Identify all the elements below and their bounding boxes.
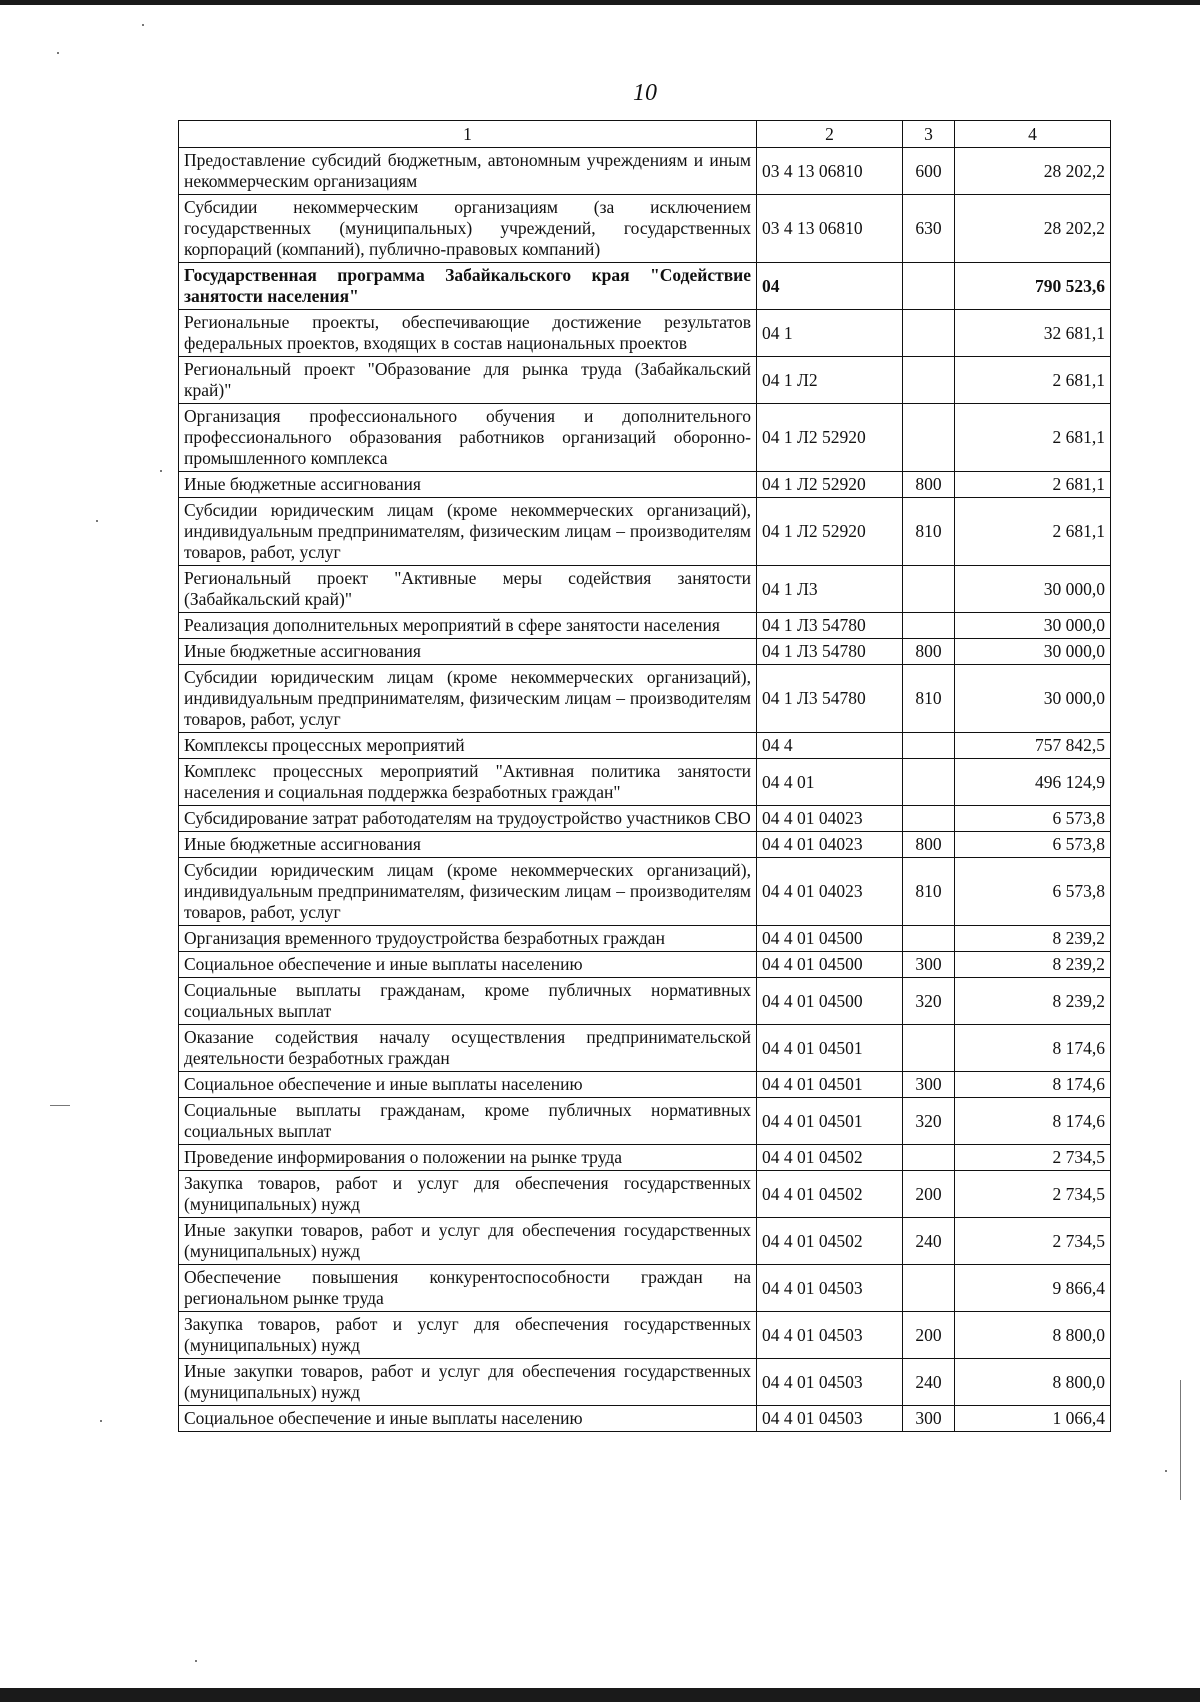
row-name-cell: Региональный проект "Образование для рынка труда (Забайкальский край)" xyxy=(179,357,757,404)
row-type-cell: 810 xyxy=(903,858,955,926)
row-type-cell: 320 xyxy=(903,1098,955,1145)
row-name-cell: Организация профессионального обучения и дополнительного профессионального образования работников организаций оборонно-промышленного комплекса xyxy=(179,404,757,472)
scan-speck xyxy=(1180,1380,1181,1500)
row-name-cell: Закупка товаров, работ и услуг для обеспечения государственных (муниципальных) нужд xyxy=(179,1171,757,1218)
row-code-cell: 04 4 01 04503 xyxy=(757,1359,903,1406)
row-code-cell: 04 1 Л2 52920 xyxy=(757,404,903,472)
table-row xyxy=(179,263,1111,310)
row-amount-cell: 30 000,0 xyxy=(955,665,1111,733)
row-name-cell: Региональный проект "Активные меры содействия занятости (Забайкальский край)" xyxy=(179,566,757,613)
scan-speck xyxy=(100,1420,102,1422)
row-name-cell: Иные бюджетные ассигнования xyxy=(179,639,757,665)
table-row xyxy=(179,1098,1111,1145)
row-code-cell: 04 4 01 04501 xyxy=(757,1098,903,1145)
header-col-2: 2 xyxy=(757,121,903,148)
row-type-cell: 600 xyxy=(903,148,955,195)
row-name-cell: Иные бюджетные ассигнования xyxy=(179,832,757,858)
row-type-cell: 200 xyxy=(903,1312,955,1359)
row-code-cell: 04 1 Л3 54780 xyxy=(757,639,903,665)
table-row xyxy=(179,733,1111,759)
table-row xyxy=(179,1312,1111,1359)
row-type-cell: 810 xyxy=(903,665,955,733)
row-code-cell: 04 1 Л3 54780 xyxy=(757,665,903,733)
table-row xyxy=(179,832,1111,858)
row-amount-cell: 2 681,1 xyxy=(955,357,1111,404)
row-code-cell: 04 4 01 04500 xyxy=(757,952,903,978)
table-row xyxy=(179,404,1111,472)
table-row xyxy=(179,613,1111,639)
row-type-cell: 320 xyxy=(903,978,955,1025)
row-type-cell: 800 xyxy=(903,832,955,858)
row-amount-cell: 8 239,2 xyxy=(955,978,1111,1025)
row-code-cell: 04 1 Л2 52920 xyxy=(757,472,903,498)
table-row xyxy=(179,978,1111,1025)
row-name-cell: Субсидии некоммерческим организациям (за исключением государственных (муниципальных) учреждений, государственных корпораций (компаний), публично-правовых компаний) xyxy=(179,195,757,263)
budget-allocation-table xyxy=(178,120,1111,1432)
row-type-cell: 800 xyxy=(903,639,955,665)
table-row xyxy=(179,566,1111,613)
row-amount-cell: 8 239,2 xyxy=(955,926,1111,952)
row-code-cell: 04 4 01 04503 xyxy=(757,1265,903,1312)
row-type-cell: 300 xyxy=(903,952,955,978)
row-amount-cell: 1 066,4 xyxy=(955,1406,1111,1432)
scan-speck xyxy=(195,1660,197,1662)
row-type-cell xyxy=(903,806,955,832)
table-row xyxy=(179,1218,1111,1265)
row-amount-cell: 2 681,1 xyxy=(955,472,1111,498)
table-body xyxy=(179,148,1111,1432)
row-type-cell: 630 xyxy=(903,195,955,263)
row-type-cell xyxy=(903,759,955,806)
row-code-cell: 04 4 01 04502 xyxy=(757,1145,903,1171)
row-name-cell: Предоставление субсидий бюджетным, автономным учреждениям и иным некоммерческим организациям xyxy=(179,148,757,195)
row-amount-cell: 2 734,5 xyxy=(955,1145,1111,1171)
row-name-cell: Социальные выплаты гражданам, кроме публичных нормативных социальных выплат xyxy=(179,978,757,1025)
row-name-cell: Государственная программа Забайкальского края "Содействие занятости населения" xyxy=(179,263,757,310)
table-row xyxy=(179,639,1111,665)
row-type-cell xyxy=(903,733,955,759)
row-amount-cell: 2 734,5 xyxy=(955,1171,1111,1218)
table-row xyxy=(179,472,1111,498)
table-row xyxy=(179,1359,1111,1406)
row-name-cell: Проведение информирования о положении на рынке труда xyxy=(179,1145,757,1171)
row-name-cell: Закупка товаров, работ и услуг для обеспечения государственных (муниципальных) нужд xyxy=(179,1312,757,1359)
scan-speck xyxy=(96,520,98,522)
row-amount-cell: 790 523,6 xyxy=(955,263,1111,310)
row-name-cell: Социальное обеспечение и иные выплаты населению xyxy=(179,952,757,978)
row-amount-cell: 32 681,1 xyxy=(955,310,1111,357)
row-amount-cell: 8 239,2 xyxy=(955,952,1111,978)
table-row xyxy=(179,1072,1111,1098)
row-code-cell: 03 4 13 06810 xyxy=(757,195,903,263)
row-code-cell: 04 xyxy=(757,263,903,310)
row-code-cell: 03 4 13 06810 xyxy=(757,148,903,195)
row-code-cell: 04 1 xyxy=(757,310,903,357)
table-row xyxy=(179,665,1111,733)
row-amount-cell: 757 842,5 xyxy=(955,733,1111,759)
row-type-cell xyxy=(903,357,955,404)
row-type-cell xyxy=(903,404,955,472)
row-amount-cell: 30 000,0 xyxy=(955,566,1111,613)
row-code-cell: 04 1 Л2 52920 xyxy=(757,498,903,566)
row-name-cell: Обеспечение повышения конкурентоспособности граждан на региональном рынке труда xyxy=(179,1265,757,1312)
row-amount-cell: 30 000,0 xyxy=(955,613,1111,639)
row-name-cell: Оказание содействия началу осуществления предпринимательской деятельности безработных граждан xyxy=(179,1025,757,1072)
row-amount-cell: 6 573,8 xyxy=(955,858,1111,926)
row-code-cell: 04 4 01 04502 xyxy=(757,1171,903,1218)
row-amount-cell: 30 000,0 xyxy=(955,639,1111,665)
row-type-cell: 300 xyxy=(903,1072,955,1098)
table-row xyxy=(179,195,1111,263)
table-row xyxy=(179,926,1111,952)
table-header-row xyxy=(179,121,1111,148)
row-amount-cell: 28 202,2 xyxy=(955,195,1111,263)
row-amount-cell: 8 174,6 xyxy=(955,1098,1111,1145)
row-type-cell: 800 xyxy=(903,472,955,498)
row-name-cell: Региональные проекты, обеспечивающие достижение результатов федеральных проектов, входящих в состав национальных проектов xyxy=(179,310,757,357)
row-type-cell: 300 xyxy=(903,1406,955,1432)
table-row xyxy=(179,1171,1111,1218)
row-amount-cell: 2 681,1 xyxy=(955,404,1111,472)
scan-speck xyxy=(142,24,144,26)
table-row xyxy=(179,858,1111,926)
row-code-cell: 04 4 01 04503 xyxy=(757,1406,903,1432)
table-row xyxy=(179,498,1111,566)
row-amount-cell: 2 681,1 xyxy=(955,498,1111,566)
row-amount-cell: 9 866,4 xyxy=(955,1265,1111,1312)
table-row xyxy=(179,806,1111,832)
row-type-cell xyxy=(903,613,955,639)
row-code-cell: 04 4 01 04502 xyxy=(757,1218,903,1265)
row-code-cell: 04 4 01 04503 xyxy=(757,1312,903,1359)
row-code-cell: 04 4 01 04023 xyxy=(757,806,903,832)
table-row xyxy=(179,1025,1111,1072)
row-name-cell: Комплексы процессных мероприятий xyxy=(179,733,757,759)
row-name-cell: Организация временного трудоустройства безработных граждан xyxy=(179,926,757,952)
row-code-cell: 04 1 Л3 xyxy=(757,566,903,613)
row-name-cell: Комплекс процессных мероприятий "Активная политика занятости населения и социальная поддержка безработных граждан" xyxy=(179,759,757,806)
row-type-cell xyxy=(903,926,955,952)
row-code-cell: 04 4 01 04501 xyxy=(757,1025,903,1072)
row-code-cell: 04 4 01 04500 xyxy=(757,978,903,1025)
row-code-cell: 04 1 Л2 xyxy=(757,357,903,404)
row-name-cell: Субсидии юридическим лицам (кроме некоммерческих организаций), индивидуальным предпринимателям, физическим лицам – производителям товаров, работ, услуг xyxy=(179,858,757,926)
scan-speck xyxy=(160,470,162,472)
row-name-cell: Субсидии юридическим лицам (кроме некоммерческих организаций), индивидуальным предпринимателям, физическим лицам – производителям товаров, работ, услуг xyxy=(179,498,757,566)
row-code-cell: 04 4 01 04501 xyxy=(757,1072,903,1098)
page-number: 10 xyxy=(633,80,657,106)
row-code-cell: 04 4 01 04500 xyxy=(757,926,903,952)
row-amount-cell: 6 573,8 xyxy=(955,806,1111,832)
row-name-cell: Иные закупки товаров, работ и услуг для обеспечения государственных (муниципальных) нужд xyxy=(179,1218,757,1265)
row-name-cell: Иные бюджетные ассигнования xyxy=(179,472,757,498)
row-type-cell: 240 xyxy=(903,1359,955,1406)
row-name-cell: Социальное обеспечение и иные выплаты населению xyxy=(179,1406,757,1432)
row-type-cell xyxy=(903,1025,955,1072)
row-amount-cell: 8 174,6 xyxy=(955,1072,1111,1098)
row-name-cell: Иные закупки товаров, работ и услуг для обеспечения государственных (муниципальных) нужд xyxy=(179,1359,757,1406)
table-row xyxy=(179,1145,1111,1171)
row-type-cell xyxy=(903,310,955,357)
header-col-4: 4 xyxy=(955,121,1111,148)
scan-speck xyxy=(1165,1470,1167,1472)
row-name-cell: Социальное обеспечение и иные выплаты населению xyxy=(179,1072,757,1098)
scan-speck xyxy=(57,52,59,54)
table-row xyxy=(179,1265,1111,1312)
table-row xyxy=(179,1406,1111,1432)
row-amount-cell: 2 734,5 xyxy=(955,1218,1111,1265)
table-row xyxy=(179,952,1111,978)
row-code-cell: 04 1 Л3 54780 xyxy=(757,613,903,639)
row-amount-cell: 8 800,0 xyxy=(955,1359,1111,1406)
row-amount-cell: 6 573,8 xyxy=(955,832,1111,858)
table-row xyxy=(179,148,1111,195)
row-amount-cell: 28 202,2 xyxy=(955,148,1111,195)
row-type-cell: 200 xyxy=(903,1171,955,1218)
row-code-cell: 04 4 xyxy=(757,733,903,759)
row-type-cell xyxy=(903,1265,955,1312)
row-type-cell xyxy=(903,1145,955,1171)
row-amount-cell: 8 800,0 xyxy=(955,1312,1111,1359)
row-amount-cell: 8 174,6 xyxy=(955,1025,1111,1072)
row-code-cell: 04 4 01 xyxy=(757,759,903,806)
table-row xyxy=(179,357,1111,404)
header-col-3: 3 xyxy=(903,121,955,148)
row-name-cell: Социальные выплаты гражданам, кроме публичных нормативных социальных выплат xyxy=(179,1098,757,1145)
row-name-cell: Реализация дополнительных мероприятий в сфере занятости населения xyxy=(179,613,757,639)
row-type-cell: 240 xyxy=(903,1218,955,1265)
table-row xyxy=(179,310,1111,357)
scan-top-edge xyxy=(0,0,1200,5)
row-type-cell: 810 xyxy=(903,498,955,566)
row-amount-cell: 496 124,9 xyxy=(955,759,1111,806)
row-type-cell xyxy=(903,263,955,310)
row-name-cell: Субсидирование затрат работодателям на трудоустройство участников СВО xyxy=(179,806,757,832)
scan-speck xyxy=(50,1105,70,1106)
row-code-cell: 04 4 01 04023 xyxy=(757,858,903,926)
table-row xyxy=(179,759,1111,806)
header-col-1: 1 xyxy=(179,121,757,148)
scan-bottom-edge xyxy=(0,1688,1200,1702)
row-code-cell: 04 4 01 04023 xyxy=(757,832,903,858)
row-type-cell xyxy=(903,566,955,613)
row-name-cell: Субсидии юридическим лицам (кроме некоммерческих организаций), индивидуальным предпринимателям, физическим лицам – производителям товаров, работ, услуг xyxy=(179,665,757,733)
